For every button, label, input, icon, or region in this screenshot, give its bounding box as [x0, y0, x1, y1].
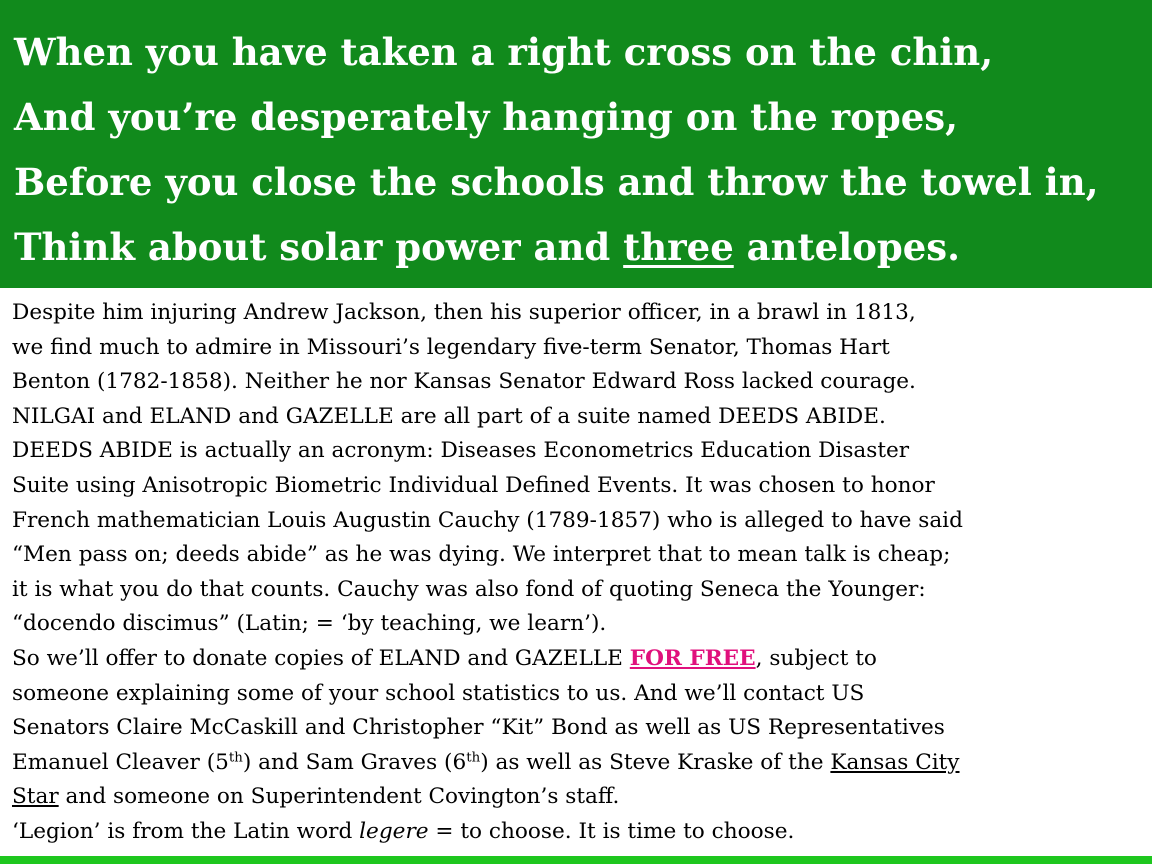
body-text [12, 296, 1147, 850]
text-segment: ) and Sam Graves (6 [242, 749, 467, 775]
latin-word: legere [359, 818, 429, 844]
verse-line-4-end: antelopes. [733, 225, 960, 269]
text-segment: ) as well as Steve Kraske of the [480, 749, 831, 775]
verse-line-3: Before you close the schools and throw the towel in, [14, 160, 1099, 204]
verse-underlined-word: three [623, 225, 734, 269]
body-line-representatives [12, 746, 1147, 781]
text-segment: Emanuel Cleaver (5 [12, 749, 229, 775]
verse-line-4-start: Think about solar power and [14, 225, 624, 269]
body-line: NILGAI and ELAND and GAZELLE are all part of a suite named DEEDS ABIDE. [12, 403, 886, 429]
ordinal-suffix: th [228, 750, 243, 766]
offer-text-end: , subject to [755, 645, 877, 671]
for-free-highlight: FOR FREE [629, 645, 756, 671]
body-line: DEEDS ABIDE is actually an acronym: Diseases Econometrics Education Disaster [12, 438, 910, 464]
newspaper-title: Star [12, 784, 59, 810]
body-line: “Men pass on; deeds abide” as he was dying. We interpret that to mean talk is cheap; [12, 542, 951, 568]
text-segment: and someone on Superintendent Covington’s staff. [58, 784, 620, 810]
body-line: someone explaining some of your school statistics to us. And we’ll contact US [12, 680, 865, 706]
body-line: French mathematician Louis Augustin Cauchy (1789-1857) who is alleged to have said [12, 507, 963, 533]
body-line: it is what you do that counts. Cauchy was also fond of quoting Seneca the Younger: [12, 576, 926, 602]
body-line-offer [12, 642, 1147, 677]
verse-banner [0, 0, 1152, 288]
body-line: we find much to admire in Missouri’s legendary five-term Senator, Thomas Hart [12, 334, 890, 360]
verse-line-2: And you’re desperately hanging on the ropes, [14, 95, 958, 139]
ordinal-suffix: th [466, 750, 481, 766]
body-line: Suite using Anisotropic Biometric Individual Defined Events. It was chosen to honor [12, 472, 935, 498]
body-line: “docendo discimus” (Latin; = ‘by teaching, we learn’). [12, 611, 607, 637]
offer-text-start: So we’ll offer to donate copies of ELAND and GAZELLE [12, 645, 630, 671]
body-line: Senators Claire McCaskill and Christopher “Kit” Bond as well as US Representatives [12, 715, 945, 741]
verse-line-1: When you have taken a right cross on the chin, [14, 30, 994, 74]
body-line: Benton (1782-1858). Neither he nor Kansas Senator Edward Ross lacked courage. [12, 369, 916, 395]
body-line-legion [12, 815, 1147, 850]
newspaper-title: Kansas City [830, 749, 960, 775]
body-line: Despite him injuring Andrew Jackson, then his superior officer, in a brawl in 1813, [12, 300, 916, 325]
text-segment: = to choose. It is time to choose. [428, 818, 795, 844]
text-segment: ‘Legion’ is from the Latin word [12, 818, 360, 844]
bottom-bar [0, 856, 1152, 864]
verse-line-4 [14, 225, 960, 269]
body-line-staff [12, 780, 1147, 815]
